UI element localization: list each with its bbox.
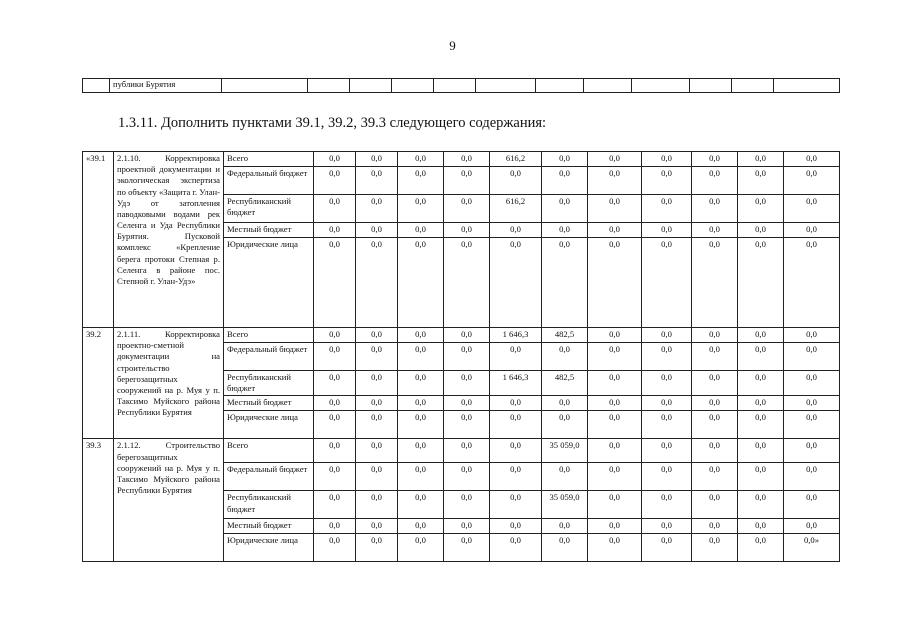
amount-cell: 0,0 (398, 534, 444, 562)
amount-cell: 482,5 (542, 371, 588, 396)
amount-cell: 0,0 (784, 195, 840, 223)
amount-cell: 0,0 (398, 238, 444, 328)
amount-cell: 0,0 (784, 463, 840, 491)
amount-cell: 0,0 (738, 223, 784, 238)
amount-cell: 0,0 (642, 491, 692, 519)
amount-cell: 0,0 (642, 167, 692, 195)
amount-cell: 0,0 (588, 371, 642, 396)
amount-cell: 0,0 (692, 343, 738, 371)
amount-cell: 0,0 (356, 223, 398, 238)
funding-source: Всего (224, 439, 314, 463)
amount-cell: 0,0 (738, 463, 784, 491)
amount-cell: 0,0 (314, 167, 356, 195)
amount-cell: 0,0 (588, 491, 642, 519)
amount-cell: 0,0 (356, 343, 398, 371)
amount-cell: 0,0 (784, 152, 840, 167)
amount-cell: 0,0 (490, 223, 542, 238)
amount-cell: 0,0 (490, 238, 542, 328)
amount-cell: 0,0 (398, 519, 444, 534)
amount-cell: 0,0 (356, 396, 398, 411)
amount-cell: 0,0 (738, 534, 784, 562)
amount-cell: 0,0 (588, 328, 642, 343)
amount-cell: 0,0 (490, 167, 542, 195)
funding-source: Юридические лица (224, 238, 314, 328)
amount-cell: 0,0 (444, 328, 490, 343)
amount-cell: 0,0 (356, 491, 398, 519)
funding-source: Местный бюджет (224, 396, 314, 411)
amount-cell: 0,0 (542, 463, 588, 491)
funding-source: Республиканский бюджет (224, 195, 314, 223)
amount-cell: 0,0 (542, 519, 588, 534)
funding-source: Местный бюджет (224, 519, 314, 534)
amount-cell: 0,0 (784, 396, 840, 411)
amount-cell: 0,0 (398, 371, 444, 396)
amount-cell: 0,0 (642, 328, 692, 343)
item-number: «39.1 (83, 152, 114, 328)
funding-source: Республиканский бюджет (224, 491, 314, 519)
amount-cell: 0,0 (784, 371, 840, 396)
amount-cell: 0,0 (542, 238, 588, 328)
amount-cell: 0,0 (692, 411, 738, 439)
amount-cell: 0,0 (542, 534, 588, 562)
amount-cell: 0,0 (490, 534, 542, 562)
amount-cell: 0,0 (398, 463, 444, 491)
amount-cell: 0,0 (784, 238, 840, 328)
amount-cell: 0,0 (692, 167, 738, 195)
amount-cell: 0,0 (444, 223, 490, 238)
item-description: 2.1.10. Корректировка проектной документации и экологическая экспертиза по объекту «Защита г. Улан-Удэ от затопления паводковыми водами рек Селенга и Уда Республики Бурятия. Пусковой комплекс «Крепление берега протоки Степная р. Селенга в районе пос. Степной г. Улан-Удэ» (114, 152, 224, 328)
funding-source: Федеральный бюджет (224, 167, 314, 195)
amount-cell: 0,0 (588, 534, 642, 562)
amount-cell: 0,0 (642, 411, 692, 439)
amount-cell: 0,0 (490, 411, 542, 439)
amount-cell: 0,0 (356, 371, 398, 396)
amount-cell: 0,0 (542, 195, 588, 223)
amount-cell: 0,0 (588, 439, 642, 463)
amount-cell: 0,0 (490, 396, 542, 411)
amount-cell: 0,0 (490, 519, 542, 534)
amount-cell: 0,0 (784, 167, 840, 195)
amount-cell: 0,0 (356, 195, 398, 223)
amount-cell: 0,0 (444, 463, 490, 491)
amount-cell: 0,0 (356, 463, 398, 491)
funding-source: Республиканский бюджет (224, 371, 314, 396)
amount-cell: 0,0 (314, 519, 356, 534)
amount-cell: 1 646,3 (490, 328, 542, 343)
table-row (83, 328, 840, 343)
amount-cell: 0,0 (642, 371, 692, 396)
amount-cell: 0,0 (314, 463, 356, 491)
amount-cell: 0,0 (314, 343, 356, 371)
amount-cell: 0,0 (356, 167, 398, 195)
amount-cell: 0,0 (542, 396, 588, 411)
amount-cell: 0,0 (692, 534, 738, 562)
amount-cell: 0,0 (542, 343, 588, 371)
amount-cell: 482,5 (542, 328, 588, 343)
amount-cell: 0,0 (784, 439, 840, 463)
amount-cell: 0,0 (692, 519, 738, 534)
amount-cell: 0,0 (588, 152, 642, 167)
amount-cell: 0,0 (398, 152, 444, 167)
amount-cell: 35 059,0 (542, 439, 588, 463)
item-number: 39.3 (83, 439, 114, 562)
amount-cell: 0,0 (314, 195, 356, 223)
amount-cell: 0,0 (444, 167, 490, 195)
amount-cell: 0,0 (444, 371, 490, 396)
amount-cell: 0,0 (588, 238, 642, 328)
page-number: 9 (449, 38, 456, 53)
amount-cell: 0,0 (738, 411, 784, 439)
amount-cell: 0,0 (642, 463, 692, 491)
amount-cell: 0,0 (444, 238, 490, 328)
amount-cell: 0,0 (784, 343, 840, 371)
amount-cell: 0,0 (314, 328, 356, 343)
amount-cell: 0,0 (542, 223, 588, 238)
amount-cell: 0,0 (444, 519, 490, 534)
amount-cell: 0,0 (314, 238, 356, 328)
funding-source: Юридические лица (224, 411, 314, 439)
item-description: 2.1.12. Строительство берегозащитных сооружений на р. Муя у п. Таксимо Муйского района Республики Бурятия (114, 439, 224, 562)
amount-cell: 0,0 (588, 223, 642, 238)
amount-cell: 0,0 (356, 238, 398, 328)
amount-cell: 0,0 (588, 343, 642, 371)
continuation-table (82, 78, 840, 93)
amount-cell: 0,0» (784, 534, 840, 562)
continuation-text: публики Бурятия (110, 79, 222, 93)
item-description: 2.1.11. Корректировка проектно-сметной документации на строительство берегозащитных сооружений на р. Муя у п. Таксимо Муйского района Республики Бурятия (114, 328, 224, 439)
amount-cell: 0,0 (398, 167, 444, 195)
amount-cell: 0,0 (642, 519, 692, 534)
amount-cell: 0,0 (738, 167, 784, 195)
amount-cell: 616,2 (490, 152, 542, 167)
amount-cell: 0,0 (588, 463, 642, 491)
amount-cell: 0,0 (692, 463, 738, 491)
amount-cell: 0,0 (642, 195, 692, 223)
amount-cell: 0,0 (444, 152, 490, 167)
amount-cell: 0,0 (398, 328, 444, 343)
amount-cell: 0,0 (444, 343, 490, 371)
amount-cell: 0,0 (642, 238, 692, 328)
amount-cell: 0,0 (444, 491, 490, 519)
amount-cell: 0,0 (314, 439, 356, 463)
amount-cell: 0,0 (542, 411, 588, 439)
amount-cell: 0,0 (642, 223, 692, 238)
funding-source: Юридические лица (224, 534, 314, 562)
funding-source: Всего (224, 152, 314, 167)
amount-cell: 0,0 (692, 439, 738, 463)
amount-cell: 0,0 (692, 371, 738, 396)
amount-cell: 0,0 (784, 491, 840, 519)
amount-cell: 0,0 (444, 411, 490, 439)
amount-cell: 0,0 (738, 396, 784, 411)
amount-cell: 0,0 (356, 328, 398, 343)
amount-cell: 0,0 (314, 152, 356, 167)
amount-cell: 0,0 (692, 152, 738, 167)
amount-cell: 0,0 (444, 534, 490, 562)
intro-paragraph: 1.3.11. Дополнить пунктами 39.1, 39.2, 39.3 следующего содержания: (118, 115, 547, 131)
amount-cell: 0,0 (738, 519, 784, 534)
amount-cell: 0,0 (738, 439, 784, 463)
amount-cell: 1 646,3 (490, 371, 542, 396)
funding-source: Федеральный бюджет (224, 343, 314, 371)
amount-cell: 0,0 (398, 491, 444, 519)
amount-cell: 0,0 (692, 195, 738, 223)
item-number: 39.2 (83, 328, 114, 439)
amount-cell: 0,0 (444, 396, 490, 411)
amount-cell: 0,0 (738, 371, 784, 396)
amount-cell: 0,0 (738, 343, 784, 371)
amount-cell: 0,0 (490, 491, 542, 519)
table-row (83, 152, 840, 167)
amount-cell: 0,0 (314, 491, 356, 519)
amount-cell: 0,0 (692, 328, 738, 343)
amount-cell: 0,0 (398, 439, 444, 463)
amount-cell: 0,0 (642, 152, 692, 167)
amount-cell: 0,0 (356, 534, 398, 562)
table-row (83, 439, 840, 463)
amount-cell: 0,0 (588, 167, 642, 195)
amount-cell: 0,0 (314, 411, 356, 439)
amount-cell: 0,0 (692, 491, 738, 519)
funding-source: Федеральный бюджет (224, 463, 314, 491)
amount-cell: 0,0 (542, 152, 588, 167)
amount-cell: 0,0 (738, 238, 784, 328)
amount-cell: 0,0 (692, 223, 738, 238)
amount-cell: 0,0 (542, 167, 588, 195)
amount-cell: 35 059,0 (542, 491, 588, 519)
amount-cell: 0,0 (314, 534, 356, 562)
amount-cell: 0,0 (398, 223, 444, 238)
amount-cell: 0,0 (490, 439, 542, 463)
amount-cell: 0,0 (784, 411, 840, 439)
amount-cell: 0,0 (398, 195, 444, 223)
amount-cell: 0,0 (314, 396, 356, 411)
amount-cell: 0,0 (738, 195, 784, 223)
funding-source: Местный бюджет (224, 223, 314, 238)
amount-cell: 0,0 (784, 519, 840, 534)
amount-cell: 0,0 (588, 195, 642, 223)
amount-cell: 0,0 (588, 411, 642, 439)
continuation-row (83, 79, 840, 93)
amount-cell: 0,0 (738, 328, 784, 343)
amount-cell: 0,0 (356, 519, 398, 534)
amount-cell: 0,0 (314, 371, 356, 396)
amount-cell: 0,0 (444, 195, 490, 223)
amount-cell: 0,0 (444, 439, 490, 463)
amount-cell: 0,0 (588, 519, 642, 534)
funding-table (82, 151, 840, 562)
amount-cell: 0,0 (588, 396, 642, 411)
amount-cell: 0,0 (642, 534, 692, 562)
amount-cell: 0,0 (398, 343, 444, 371)
amount-cell: 0,0 (642, 439, 692, 463)
amount-cell: 0,0 (398, 411, 444, 439)
amount-cell: 0,0 (784, 223, 840, 238)
amount-cell: 0,0 (784, 328, 840, 343)
amount-cell: 0,0 (692, 238, 738, 328)
amount-cell: 0,0 (692, 396, 738, 411)
amount-cell: 0,0 (490, 463, 542, 491)
amount-cell: 0,0 (356, 439, 398, 463)
amount-cell: 0,0 (490, 343, 542, 371)
amount-cell: 0,0 (356, 411, 398, 439)
amount-cell: 0,0 (738, 491, 784, 519)
amount-cell: 0,0 (314, 223, 356, 238)
amount-cell: 0,0 (642, 343, 692, 371)
amount-cell: 616,2 (490, 195, 542, 223)
amount-cell: 0,0 (398, 396, 444, 411)
amount-cell: 0,0 (356, 152, 398, 167)
amount-cell: 0,0 (642, 396, 692, 411)
funding-source: Всего (224, 328, 314, 343)
amount-cell: 0,0 (738, 152, 784, 167)
